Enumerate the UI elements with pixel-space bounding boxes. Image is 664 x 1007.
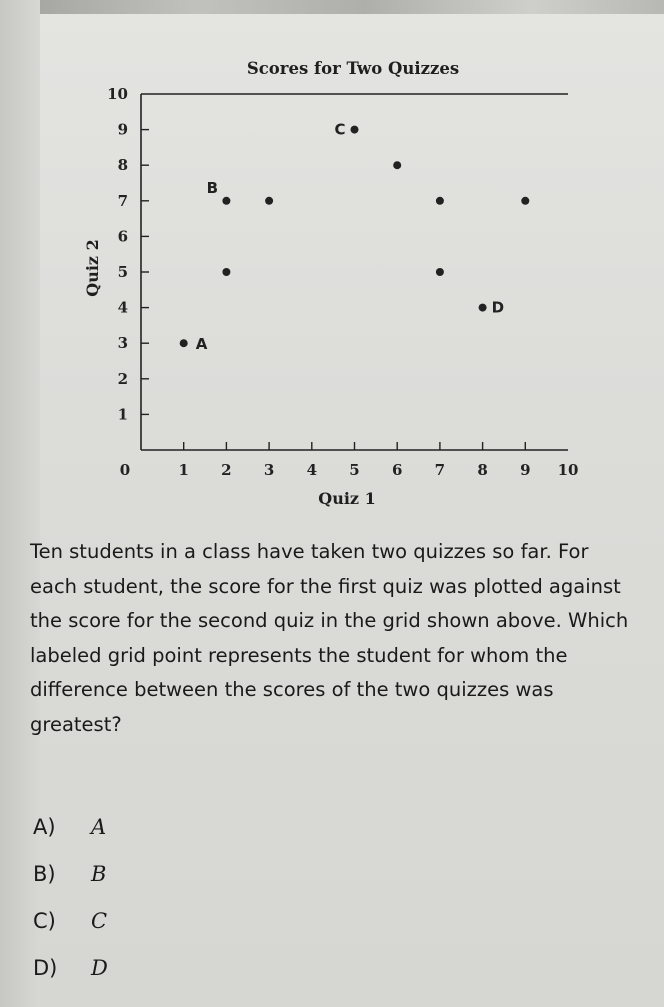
point-label: D <box>491 298 505 317</box>
choice-text: D <box>91 955 108 980</box>
point-label: A <box>195 335 208 354</box>
y-tick-label: 1 <box>117 405 128 424</box>
x-tick-label: 3 <box>263 461 275 479</box>
data-point <box>222 197 230 205</box>
x-tick-label: 1 <box>178 461 189 479</box>
choice-letter: A) <box>33 814 56 839</box>
answer-choices <box>33 803 108 991</box>
y-tick-label: 2 <box>117 369 128 388</box>
choice-a[interactable] <box>33 803 108 850</box>
choice-text: B <box>91 861 107 886</box>
data-point <box>222 268 230 276</box>
choice-text: C <box>91 908 108 933</box>
y-tick-label: 9 <box>117 120 128 139</box>
data-point <box>180 339 188 347</box>
choice-text: A <box>91 814 107 839</box>
x-axis-label: Quiz 1 <box>318 489 376 508</box>
data-point <box>265 197 273 205</box>
data-point <box>436 268 444 276</box>
x-tick-label: 10 <box>557 461 579 479</box>
y-tick-label: 8 <box>117 156 128 175</box>
choice-c[interactable] <box>33 897 108 944</box>
y-tick-label: 6 <box>117 227 128 246</box>
x-tick-label: 9 <box>520 461 531 479</box>
x-tick-label: 8 <box>477 461 488 479</box>
y-tick-label: 5 <box>117 263 128 281</box>
choice-b[interactable] <box>33 850 108 897</box>
point-label: C <box>334 120 346 139</box>
y-tick-label: 7 <box>117 191 128 210</box>
x-tick-label: 0 <box>119 461 131 479</box>
x-tick-label: 2 <box>221 461 232 479</box>
x-tick-label: 6 <box>391 461 403 479</box>
x-tick-label: 5 <box>349 461 360 479</box>
data-point <box>393 161 401 169</box>
data-point <box>436 197 444 205</box>
x-tick-label: 4 <box>306 461 318 479</box>
y-axis-label: Quiz 2 <box>83 239 102 297</box>
choice-letter: C) <box>33 908 56 933</box>
choice-letter: D) <box>33 955 58 980</box>
y-tick-label: 3 <box>117 334 128 353</box>
x-tick-label: 7 <box>434 461 446 479</box>
question-text: Ten students in a class have taken two quizzes so far. For each student, the score for the first quiz was plotted against the score for the second quiz in the grid shown above. Which labeled grid point represents the student for whom the difference between the scores of the two quizzes was greatest? <box>30 540 629 736</box>
y-tick-label: 10 <box>107 85 128 103</box>
data-point <box>479 304 487 312</box>
data-point <box>521 197 529 205</box>
chart-title: Scores for Two Quizzes <box>246 59 460 78</box>
data-point <box>351 126 359 134</box>
choice-d[interactable] <box>33 944 108 991</box>
y-tick-label: 4 <box>117 298 128 317</box>
choice-letter: B) <box>33 861 56 886</box>
point-label: B <box>206 178 219 197</box>
